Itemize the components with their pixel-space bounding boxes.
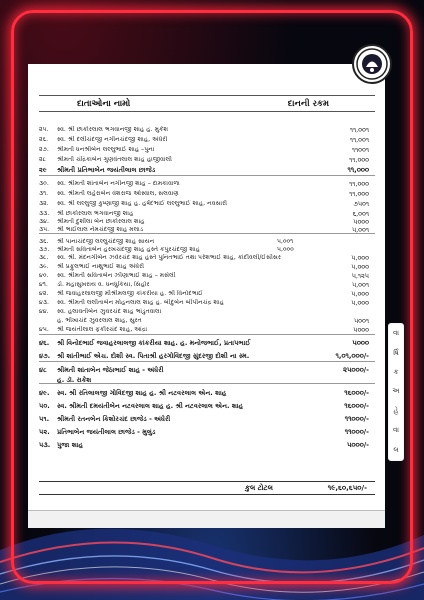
- table-row: [39, 135, 375, 145]
- table-row: [39, 388, 375, 398]
- side-tab-letter: લ: [393, 445, 399, 454]
- donor-name: શ્રીમતી રતનબેન કિશોરચંદ છાજેડ - અંધેરી: [57, 414, 171, 423]
- donor-name: સ્વ. શ્રીમતી દમયંતીબેન નટવરલાલ શાહ હ. શ્રી નટવરલાલ એન. શાહ: [57, 401, 244, 410]
- row-number: ૫૧.: [39, 414, 50, 423]
- donation-amount: ૫,૦૦૦: [351, 253, 369, 262]
- row-number: ૩૬.: [39, 238, 49, 245]
- donor-name: શ્રીમતી પ્રતિભાબેન જયંતીલાલ છાજેડ: [57, 165, 156, 174]
- donor-name: હ. ડૉ. રાકેશ: [57, 375, 92, 384]
- donor-name: પ્રતિભાબેન જયંતીલાલ છાજેડ - મુલુંડ: [57, 427, 156, 436]
- total-value: ૧૯,૬૦,૬૫૦/-: [327, 483, 367, 492]
- donor-name: શ્રીમતી ચંદ્રિકાબેન ગુણવંતલાલ શાહ હાજીવાલી: [57, 156, 172, 163]
- donation-amount: ૨૫૦૦૦/-: [342, 365, 369, 374]
- table-row: [39, 401, 375, 411]
- donation-amount: ૫૦૦૦/-: [346, 440, 369, 449]
- row-number: ૪૯.: [39, 388, 50, 397]
- table-row: [39, 145, 375, 155]
- table-row: [39, 125, 375, 135]
- donor-name: સ્વ. શ્રીમતી લહેરાબેન વંશરાજ ઓસ્વાલ, સલવાણ: [57, 190, 179, 197]
- row-number: ૫૨.: [39, 427, 50, 436]
- table-row: [39, 165, 375, 175]
- row-number: ૨૭.: [39, 146, 49, 153]
- side-tab-letter: વા: [392, 329, 400, 338]
- row-number: ૨૯: [39, 165, 47, 174]
- donation-amount: ૫,૦૦૧: [351, 225, 369, 234]
- donor-name: શ્રી જવાહરલાલજી મીશ્રીમલજી કાંકરીયા હ. શ્રી વિનોદભાઈ: [57, 290, 204, 297]
- donor-name: હ. ભીખાચંદ ઝુવરલાલ શાહ, સુરત: [57, 317, 142, 324]
- row-separator: [39, 361, 375, 362]
- donation-amount: ૧,૦૧,૦૦૦/-: [335, 351, 369, 360]
- row-separator: [39, 334, 375, 335]
- donor-name: શ્રી વિનોદભાઈ જવાહરલાલજી કાંકરીયા શાહ. હ. મનોજભાઈ, પ્રતાપભાઈ: [57, 338, 251, 347]
- side-tab-letter: વા: [392, 426, 400, 435]
- donation-amount: ૧૧,૦૦૦: [349, 155, 369, 164]
- side-tab-letter: હે: [393, 406, 399, 415]
- donation-amount-inline: ૫,૦૦૧: [277, 238, 294, 245]
- donation-amount: ૧૧,૦૦૦: [349, 179, 369, 188]
- donation-amount: ૭૫૦૧: [353, 199, 369, 208]
- table-row: [39, 414, 375, 424]
- donor-name: શ્રી જયંતીલાલ ફકીરચંદ શાહ, આંદ્રા: [57, 326, 148, 333]
- donation-amount: ૧૬૦૦૦/-: [344, 401, 369, 410]
- row-number: ૩૨.: [39, 200, 49, 207]
- page-footer-strip: [28, 510, 385, 528]
- side-tab-letter: ક: [393, 368, 399, 377]
- table-row: [39, 155, 375, 165]
- row-number: ૨૮: [39, 156, 47, 163]
- side-tab-letter: ર્ષિ: [393, 348, 399, 357]
- side-tab-letter: અ: [392, 387, 400, 396]
- donor-name: સ્વ. શ્રીમતી લલીતાબેન મોહનલાલ શાહ હ. બીંદુબેન બીપીનચંદ્ર શાહ: [57, 299, 225, 306]
- row-number: ૩૭.: [39, 246, 50, 253]
- row-number: ૫૦.: [39, 401, 50, 410]
- donation-amount: ૫૦૦૦: [352, 338, 369, 347]
- row-separator: [39, 383, 375, 384]
- row-number: ૪૭.: [39, 351, 51, 360]
- table-row: [39, 365, 375, 375]
- donor-name: શ્રીમતી શાંતાબેન જેઠાભાઈ શાહ - અંધેરી: [57, 365, 164, 374]
- donor-name: શ્રીમતી દુર્શીલા બેન છાકોરલાલ શાહ: [57, 218, 145, 225]
- donation-amount: ૧૧,૦૦૧: [349, 135, 369, 144]
- donor-name: શ્રી પ્રફુલભાઈ નાથુભાઈ શાહ અંધેરી: [57, 263, 145, 270]
- row-number: ૨૫.: [39, 126, 49, 133]
- table-row: [39, 338, 375, 348]
- side-tab[interactable]: [388, 323, 404, 461]
- row-number: ૩૦.: [39, 180, 49, 187]
- table-row: [39, 351, 375, 361]
- donor-name: શ્રી ભાઈલાલ નેમચંદજી શાહ મલાડ: [57, 226, 144, 233]
- donation-amount: ૬,૦૦૧: [352, 209, 369, 218]
- donor-name: ડૉ. મહાસુખરાય વ. ધનધુકિયા, સિહોર: [57, 281, 150, 288]
- donation-amount: ૧૧,૦૦૦: [349, 189, 369, 198]
- donation-amount-inline: ૫,૦૦૦: [277, 246, 294, 253]
- table-row: [39, 199, 375, 209]
- donation-amount: ૫૦૦૦: [353, 325, 369, 334]
- row-number: ૫૩.: [39, 440, 51, 449]
- donation-amount: ૧૧,૦૦૧: [349, 125, 369, 134]
- row-number: ૪૨.: [39, 290, 49, 297]
- donor-name: પુજા શાહ: [57, 440, 84, 449]
- donation-amount: ૧૧૦૦૦/-: [344, 414, 369, 423]
- total-label: કુલ ટોટલ: [245, 483, 273, 492]
- donation-amount: ૧૧,૦૦૦: [347, 165, 369, 174]
- row-number: ૩૪.: [39, 218, 49, 225]
- row-number: ૪૩.: [39, 299, 49, 306]
- donor-name: સ્વ. હલાવતીબેન ઝુવરચંદ શાહ ભાંડુતવાલા: [57, 308, 162, 315]
- table-header: [39, 95, 375, 112]
- row-separator: [39, 175, 375, 176]
- row-number: ૪૮: [39, 365, 47, 374]
- row-number: ૨૬.: [39, 136, 49, 143]
- donation-amount: ૫,૦૦૦: [351, 298, 369, 307]
- donation-amount: ૫,૦૦૦: [351, 289, 369, 298]
- row-number: ૪૬.: [39, 338, 50, 347]
- donor-name: શ્રી શાંતીભાઈ એચ. દોશી સ્વ. પિતાશ્રી હરગોવિંદજી સુંદરજી દોશી ના સ્મ.: [57, 351, 250, 360]
- row-number: ૩૧.: [39, 190, 49, 197]
- donation-amount: ૫૦૦૦: [353, 217, 369, 226]
- row-number: ૪૦.: [39, 272, 49, 279]
- row-number: ૩૫.: [39, 226, 50, 233]
- table-row: [39, 189, 375, 199]
- table-row: [39, 179, 375, 189]
- donor-name: સ્વ. શ્રી લલ્લુજી કુષ્ણાજી શાહ હ. હર્ષદભાઈ લલ્લુભાઈ શાહ, નવસારી: [57, 200, 228, 207]
- row-number: ૩૮.: [39, 254, 49, 261]
- donor-name: સ્વ. શ્રીમતી સવિતાબેન ઝીણાભાઈ શાહ – મસેલી: [57, 272, 176, 279]
- donor-name: સ્વ. શ્રી દલીચંદજી નગીનચંદજી શાહ, અંધેરી: [57, 136, 168, 143]
- donation-amount: ૧૧૦૦૦/-: [344, 427, 369, 436]
- donation-amount: ૫,૦૦૦: [351, 262, 369, 271]
- donor-name: શ્રી છાકોરલાલ ભગવાનજી શાહ: [57, 210, 134, 217]
- row-separator: [39, 233, 375, 234]
- row-number: ૪૪.: [39, 308, 49, 315]
- donation-amount: ૫૦૦૧: [353, 316, 369, 325]
- donor-name: સ્વ. શ્રી. મંદનગીબેન ઝવેરચંદ શાહ હસ્તે પુનિતભાઈ તથા પરેશભાઈ શાહ, કાંદીવલી/ઈસીસર: [57, 254, 282, 261]
- donation-amount-header: દાનની રકમ: [287, 98, 329, 109]
- donor-name: શ્રી પાનાચંદજી લલ્લુચંદજી શાહ સાયન: [57, 238, 155, 245]
- organization-logo-icon: [352, 44, 392, 84]
- donor-name: સ્વ. શ્રી છાકોરલાલ ભગવાનજી શાહ હ. મુકેશ: [57, 126, 169, 133]
- donation-amount: ૫,૦૦૧: [351, 280, 369, 289]
- donor-name: શ્રીમતી ધનશ્રીબેન લલ્લુભાઈ શાહ –પુના: [57, 146, 155, 153]
- row-number: ૩૩.: [39, 210, 50, 217]
- table-row: [39, 440, 375, 450]
- donor-name: સ્વ. શ્રી રતિલાલજી ગોવિંદજી શાહ હ. શ્રી નટવરલાલ એન. શાહ: [57, 388, 227, 397]
- donor-name: શ્રીમતી સવિતાબેન હરખચંદજી શાહ હસ્તે કપુરચંદજી શાહ: [57, 246, 201, 253]
- row-number: ૪૧.: [39, 281, 48, 288]
- donation-amount: ૫,૧૨૫: [351, 271, 369, 280]
- table-row: [39, 427, 375, 437]
- donor-name: સ્વ. શ્રીમતી શાંતાબેન નગીનજી શાહ – દામકાવાળા: [57, 180, 180, 187]
- row-number: ૩૯.: [39, 263, 49, 270]
- donation-amount: ૧૧૦૦૧: [351, 145, 369, 154]
- donor-name-header: દાતાઓના નામો: [77, 98, 131, 109]
- donation-amount: ૧૬૦૦૦/-: [344, 388, 369, 397]
- row-number: ૪૫.: [39, 326, 49, 333]
- total-row: [39, 481, 375, 495]
